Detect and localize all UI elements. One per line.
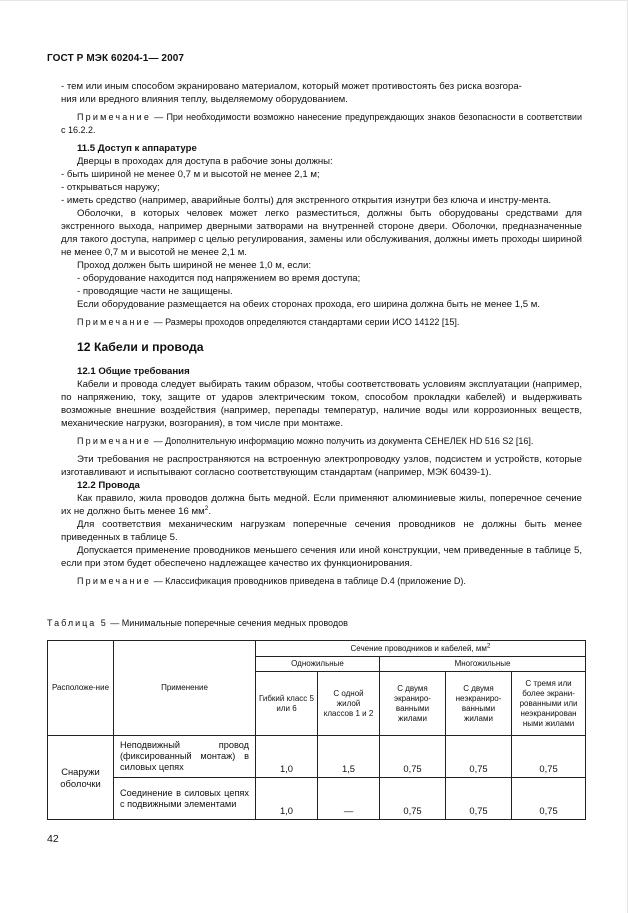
text-line: - тем или иным способом экранировано материалом, который может противостоять без риска возгора- [61, 81, 522, 92]
cell-value: 0,75 [446, 778, 512, 820]
header-single-core: Одножильные [256, 657, 380, 672]
superscript: 2 [204, 504, 209, 512]
cell-value: — [318, 778, 380, 820]
list-item: - оборудование находится под напряжением во время доступа; [77, 273, 361, 284]
note-label: Примечание [77, 112, 152, 122]
cell-application: Соединение в силовых цепях с подвижными элементами [114, 778, 256, 820]
table-row [48, 778, 586, 820]
table-caption-label: Таблица 5 [47, 618, 108, 628]
header-section-text: Сечение проводников и кабелей, мм [350, 643, 487, 653]
cell-application: Неподвижный провод (фиксированный монтаж) в силовых цепях [114, 736, 256, 778]
note-text: — Дополнительную информацию можно получить из документа СЕНЕЛЕК HD 516 S2 [16]. [151, 436, 534, 446]
page-number: 42 [47, 833, 59, 845]
paragraph: Кабели и провода следует выбирать таким образом, чтобы соответствовать условиям эксплуатации (например, по напряжению, току, защите от ударов электрическим током, способом прокладки кабелей) и выдерживать возможные внешние воздействия (например, перепады температур, наличие воды или коррозионных веществ, механические нагрузки, возгорания), в том числе при монтаже. [61, 379, 582, 429]
cell-value: 0,75 [512, 778, 586, 820]
heading-12-2: 12.2 Провода [77, 480, 140, 491]
note-label: Примечание [77, 436, 152, 446]
paragraph: Допускается применение проводников меньшего сечения или иной конструкции, чем приведенные в таблице 5, если при этом будет обеспечено надлежащее качество их функционирования. [61, 545, 582, 569]
heading-12: 12 Кабели и провода [77, 340, 204, 354]
paragraph-end: . [208, 506, 211, 517]
header-multi-core: Многожильные [380, 657, 586, 672]
list-item: - проводящие части не защищены. [77, 286, 233, 297]
note-label: Примечание [77, 576, 152, 586]
note-text: — Размеры проходов определяются стандартами серии ИСО 14122 [15]. [151, 317, 460, 327]
page-content [61, 80, 582, 593]
paragraph: Эти требования не распространяются на встроенную электропроводку узлов, подсистем и устройств, которые изготавливают и испытывают согласно соответствующим стандартам (например, МЭК 60439-1). [61, 454, 582, 478]
header-rigid: С одной жилой классов 1 и 2 [318, 672, 380, 736]
header-flexible: Гибкий класс 5 или 6 [256, 672, 318, 736]
page-edge-top [0, 0, 628, 1]
list-item: - открываться наружу; [61, 182, 160, 193]
header-three-or-more: С тремя или более экрани-рованными или неэкранирован ными жилами [512, 672, 586, 736]
cell-value: 0,75 [380, 778, 446, 820]
note-label: Примечание [77, 317, 152, 327]
cell-value: 1,0 [256, 778, 318, 820]
paragraph: Дверцы в проходах для доступа в рабочие зоны должны: [77, 156, 333, 167]
table-5 [47, 640, 586, 820]
list-item: - иметь средство (например, аварийные болты) для экстренного открытия изнутри без ключа и инстру-мента. [61, 195, 552, 206]
note-text: — Классификация проводников приведена в таблице D.4 (приложение D). [151, 576, 466, 586]
header-two-unscreened: С двумя неэкраниро-ванными жилами [446, 672, 512, 736]
cell-location: Снаружи оболочки [48, 736, 114, 820]
paragraph-text: Как правило, жила проводов должна быть медной. Если применяют алюминиевые жилы, поперечное сечение их не должно быть менее 16 мм [61, 493, 582, 517]
table-caption [47, 617, 348, 630]
paragraph: Если оборудование размещается на обеих сторонах прохода, его ширина должна быть не менее 1,5 м. [77, 299, 541, 310]
header-section [256, 641, 586, 657]
note-3 [61, 435, 582, 448]
list-item: - быть шириной не менее 0,7 м и высотой не менее 2,1 м; [61, 169, 320, 180]
text-line: ния или вредного влияния теплу, выделяемому оборудованием. [61, 94, 348, 105]
table-caption-text: — Минимальные поперечные сечения медных проводов [107, 618, 348, 628]
heading-11-5: 11.5 Доступ к аппаратуре [77, 143, 197, 154]
table-row [48, 736, 586, 778]
paragraph: Оболочки, в которых человек может легко разместиться, должны быть оборудованы средствами для экстренного выхода, например дверными затворами на внутренней стороне двери. Оболочки, предназначенные для такого доступа, например с целью регулирования, замены или обслуживания, должны иметь проходы шириной не менее 0,7 м и высотой не менее 2,1 м. [61, 208, 582, 258]
cell-value: 0,75 [512, 736, 586, 778]
header-location: Расположе-ние [48, 641, 114, 736]
paragraph [61, 492, 582, 518]
document-header: ГОСТ Р МЭК 60204-1— 2007 [47, 53, 185, 64]
paragraph: Проход должен быть шириной не менее 1,0 м, если: [77, 260, 311, 271]
note-text: — При необходимости возможно нанесение предупреждающих знаков безопасности в соответствии с 16.2.2. [61, 112, 582, 135]
superscript: 2 [486, 641, 491, 649]
cell-value: 0,75 [380, 736, 446, 778]
header-application: Применение [114, 641, 256, 736]
note-1 [61, 111, 582, 137]
header-two-screened: С двумя экраниро-ванными жилами [380, 672, 446, 736]
cell-value: 0,75 [446, 736, 512, 778]
paragraph: Для соответствия механическим нагрузкам поперечные сечения проводников не должны быть менее приведенных в таблице 5. [61, 519, 582, 543]
heading-12-1: 12.1 Общие требования [77, 366, 190, 377]
cell-value: 1,5 [318, 736, 380, 778]
note-2 [61, 316, 582, 329]
cell-value: 1,0 [256, 736, 318, 778]
note-4 [61, 575, 582, 588]
